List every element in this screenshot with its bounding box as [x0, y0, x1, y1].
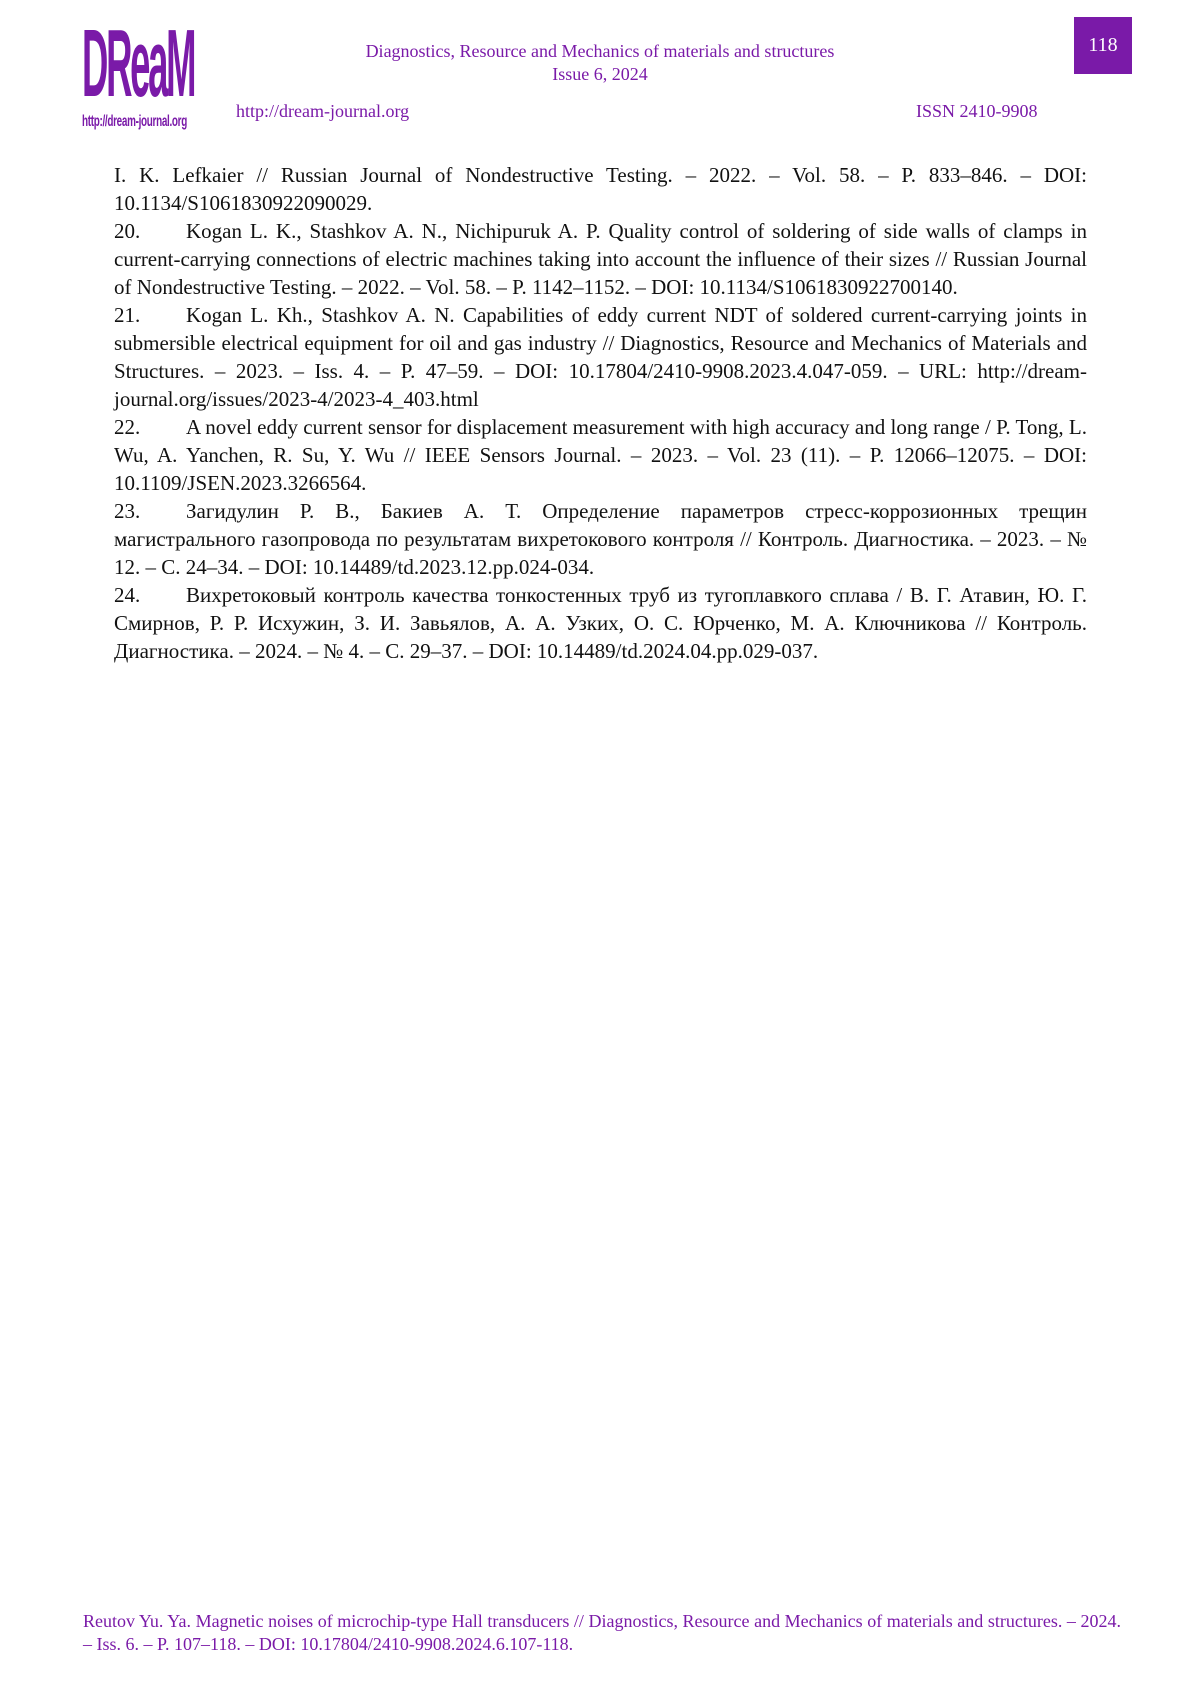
reference-number: 24.: [114, 583, 141, 607]
reference-text: Kogan L. Kh., Stashkov A. N. Capabilities of eddy current NDT of soldered current-carrying joints in submersible electrical equipment for oil and gas industry // Diagnostics, Resource and Mechanics of Materials and Structures. – 2023. – Iss. 4. – P. 47–59. – DOI: 10.17804/2410-9908.2023.4.047-059. – URL: http://dream-journal.org/issues/2023-4/2023-4_403.html: [114, 303, 1087, 411]
journal-logo: [82, 10, 196, 132]
header-url-link[interactable]: http://dream-journal.org: [236, 101, 410, 121]
header-issn: ISSN 2410-9908: [916, 101, 1038, 121]
footer-citation: Reutov Yu. Ya. Magnetic noises of microchip-type Hall transducers // Diagnostics, Resource and Mechanics of materials and structures. – 2024. – Iss. 6. – P. 107–118. – DOI: 10.17804/2410-9908.2024.6.107-118.: [83, 1611, 1121, 1654]
reference-item: [114, 301, 1087, 413]
logo-url: http://dream-journal.org: [82, 113, 187, 130]
reference-item: [114, 217, 1087, 301]
journal-name: Diagnostics, Resource and Mechanics of materials and structures: [365, 41, 835, 61]
page-number-badge: 118: [1074, 17, 1132, 74]
reference-item: [114, 413, 1087, 497]
reference-item: [114, 161, 1087, 217]
logo-wordmark: DReaM: [82, 10, 195, 117]
reference-number: 20.: [114, 219, 141, 243]
reference-item: [114, 497, 1087, 581]
reference-number: 22.: [114, 415, 141, 439]
reference-text: Загидулин Р. В., Бакиев А. Т. Определение параметров стресс-коррозионных трещин магистрального газопровода по результатам вихретокового контроля // Контроль. Диагностика. – 2023. – № 12. – С. 24–34. – DOI: 10.14489/td.2023.12.pp.024-034.: [114, 499, 1087, 579]
reference-text: Вихретоковый контроль качества тонкостенных труб из тугоплавкого сплава / В. Г. Атавин, Ю. Г. Смирнов, Р. Р. Исхужин, З. И. Завьялов, А. А. Узких, О. С. Юрченко, М. А. Ключникова // Контроль. Диагностика. – 2024. – № 4. – С. 29–37. – DOI: 10.14489/td.2024.04.pp.029-037.: [114, 583, 1087, 663]
reference-text: A novel eddy current sensor for displacement measurement with high accuracy and long range / P. Tong, L. Wu, A. Yanchen, R. Su, Y. Wu // IEEE Sensors Journal. – 2023. – Vol. 23 (11). – P. 12066–12075. – DOI: 10.1109/JSEN.2023.3266564.: [114, 415, 1087, 495]
reference-item: [114, 581, 1087, 665]
journal-issue: Issue 6, 2024: [552, 64, 648, 84]
reference-text: Kogan L. K., Stashkov A. N., Nichipuruk A. P. Quality control of soldering of side walls of clamps in current-carrying connections of electric machines taking into account the influence of their sizes // Russian Journal of Nondestructive Testing. – 2022. – Vol. 58. – P. 1142–1152. – DOI: 10.1134/S1061830922700140.: [114, 219, 1087, 299]
journal-title: [300, 40, 900, 86]
reference-list: [114, 161, 1087, 665]
reference-text: I. K. Lefkaier // Russian Journal of Nondestructive Testing. – 2022. – Vol. 58. – P. 833–846. – DOI: 10.1134/S1061830922090029.: [114, 163, 1087, 215]
reference-number: 21.: [114, 303, 141, 327]
reference-number: 23.: [114, 499, 141, 523]
